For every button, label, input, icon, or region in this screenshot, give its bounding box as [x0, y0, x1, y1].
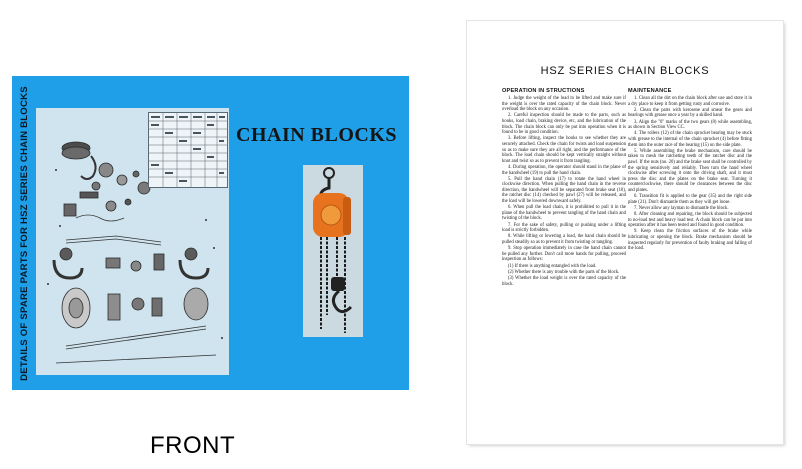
operation-paragraph: 3. Before lifting, inspect the hooks to see whether they are securely attached. Check the chain for twists and load suspension so as to make sure they are all right, and the performance of the block. The load chain should be kept vertically straight without knot and twist so as to prevent it from tangling.: [502, 136, 626, 164]
spare-parts-side-title-text: DETAILS OF SPARE PARTS FOR HSZ SERIES CHAIN BLOCKS: [18, 85, 30, 381]
front-caption: FRONT: [150, 432, 236, 459]
hoist-body-icon: [313, 193, 351, 237]
operation-paragraph: (1) If there is anything entangled with the load.: [508, 263, 597, 269]
operation-paragraph: 4. During operation, the operator should stand in the plane of the handwheel (19) to pull the hand chain.: [502, 164, 626, 176]
load-chain-part: [66, 215, 161, 245]
operation-paragraph: 9. Stop operation immediately in case the hand chain cannot be pulled any further. Don't call more hands for pulling, proceed inspection as follows:: [502, 246, 626, 263]
operation-paragraph: 6. When pull the load chain, it is prohibited to pull it in the plane of the handwheel to prevent tangling of the hand chain and twisting of the block.: [502, 205, 626, 222]
hook-parts: [54, 248, 208, 278]
gear-parts: [64, 163, 150, 216]
operation-paragraph: 2. Careful inspection should be made to the parts, such as hooks, load chain, braking device, etc, and the lubrication of the block. The chain block can only be put into operation when it is found to be in good condition.: [502, 113, 626, 136]
maintenance-paragraph: 4. The rollers (12) of the chain sprocket bearing may be stuck with grease to the internal of the chain sprocket (4) before fitting them into the outer race of the bearing (15) on the side plate.: [628, 131, 752, 148]
operation-paragraph: (2) Whether there is any trouble with the parts of the block.: [508, 269, 620, 275]
maintenance-paragraph: 9. Keep clean the friction surfaces of the brake while lubricating or opening the block. Brake mechanism should be inspected regularly for prevention of faulty braking and falling of the load.: [628, 229, 752, 252]
operation-paragraph: (3) Whether the load weight is over the rated capacity of the block.: [502, 275, 626, 287]
operation-instructions-column: [502, 88, 626, 288]
top-hook-part: [62, 142, 96, 179]
operation-paragraph: 8. While lifting or lowering a load, the hand chain should be pulled steadily so as to prevent it from twisting or tangling.: [502, 234, 626, 245]
maintenance-paragraph: 3. Align the "0" marks of the two gears (8) while assembling, as shown in Section View CC.: [628, 119, 752, 131]
specification-table: [148, 112, 228, 188]
hand-chain-part: [56, 326, 216, 363]
maintenance-paragraph: 6. Transition fit is applied to the gear (35) and the right side plate (21). Don't dismantle them as they will get loose.: [628, 194, 752, 205]
operation-paragraph: 1. Judge the weight of the load to be lifted and make sure if the weight is over the rated capacity of the chain block. Never overload the block on any occasion.: [502, 96, 626, 113]
maintenance-paragraph: 1. Clean all the dirt on the chain block after use and store it in a dry place to keep it from getting rusty and corrosive.: [628, 96, 752, 107]
maintenance-paragraph: 8. After cleaning and repairing, the block should be subjected to no-load test and heavy load test. A chain block can be put into operation after it has been tested and found in good condition.: [628, 212, 752, 229]
operation-paragraph: 7. For the sake of safety, pulling or pushing under a lifting load is strictly forbidden.: [502, 222, 626, 234]
hand-wheel-part: [62, 288, 208, 328]
front-title: CHAIN BLOCKS: [236, 124, 398, 146]
maintenance-paragraph: 5. While assembling the brake mechanism, care should be taken to mesh the ratcheting teeth of the ratchet disc and the pawl. If the nuts (no. 20) and the brake seat shall be controlled by the spring sensitively and reliably. Then turn the hand wheel clockwise after screwing it onto the driving shaft, and it must press the disc and the plates on the brake seat. Turning it counterclockwise, there should be clearances between the disc and plates.: [628, 148, 752, 193]
maintenance-paragraph: 2. Clean the parts with kerosene and smear the gears and bearings with grease once a year by a skilled hand.: [628, 107, 752, 119]
spare-parts-side-title: [14, 78, 34, 388]
back-page-title: HSZ SERIES CHAIN BLOCKS: [540, 65, 710, 77]
maintenance-column: [628, 88, 752, 252]
maintenance-heading: MAINTENANCE: [628, 88, 672, 94]
operation-heading: OPERATION IN STRUCTIONS: [502, 88, 585, 94]
maintenance-paragraph: 7. Never allow any layman to dismantle the block.: [634, 205, 729, 211]
operation-paragraph: 5. Pull the hand chain (17) to rotate the hand wheel in clockwise direction. When pulling the hand chain in the reverse direction, the handwheel will be separated from brake seat (10), the ratchet disc (14) checked by pawl (27) will be released, and the load will be lowered downward safely.: [502, 176, 626, 205]
chain-block-photo: [303, 165, 363, 337]
